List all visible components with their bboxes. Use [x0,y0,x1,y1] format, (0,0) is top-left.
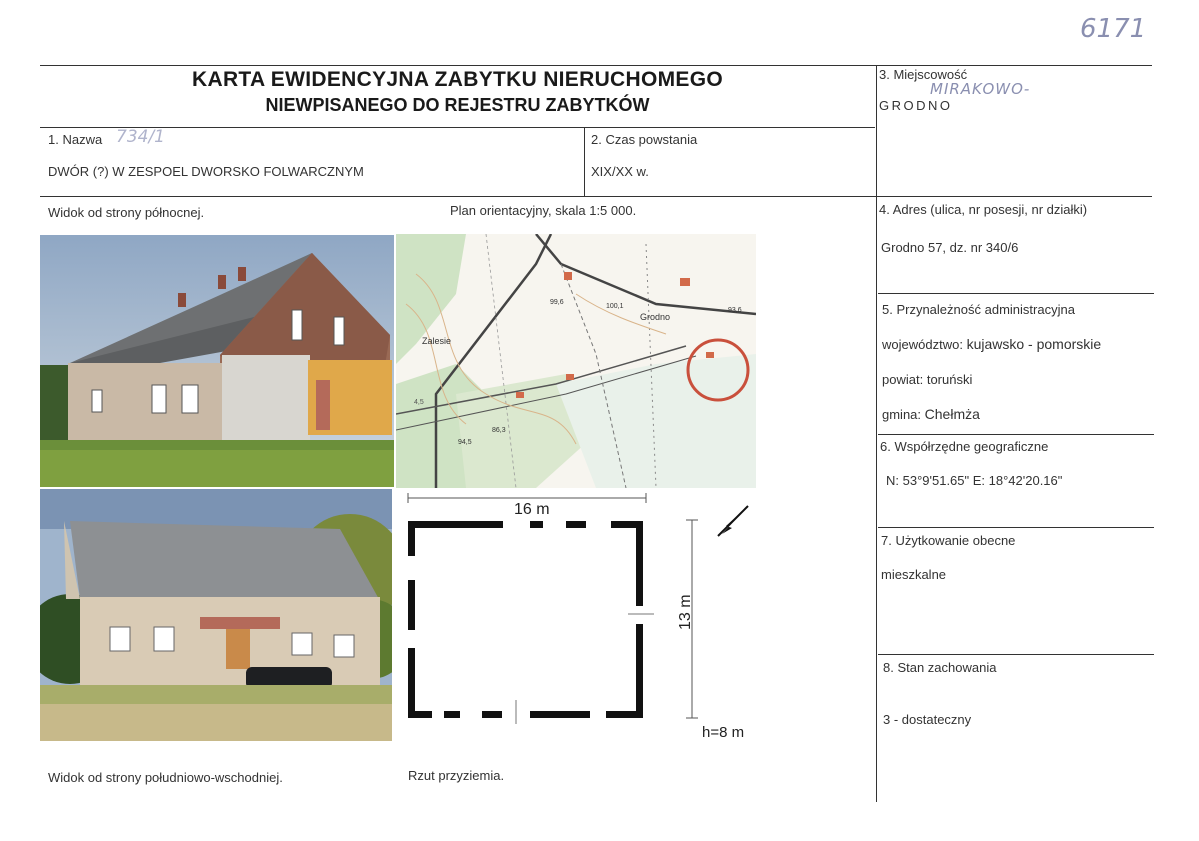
nazwa-annotation: 734/1 [116,127,165,147]
uzytkowanie-bottom-border [878,654,1154,655]
miejscowosc-label: 3. Miejscowość [879,67,968,82]
map-label-h1: 99,6 [550,299,564,306]
north-view-photo-image [40,235,394,487]
nazwa-value: DWÓR (?) W ZESPOEL DWORSKO FOLWARCZNYM [48,164,364,179]
przynaleznosc-label: 5. Przynależność administracyjna [882,302,1075,317]
adres-value: Grodno 57, dz. nr 340/6 [881,240,1019,255]
powiat-row [882,372,972,387]
card-title: KARTA EWIDENCYJNA ZABYTKU NIERUCHOMEGO [192,68,723,91]
gmina-row [882,406,980,422]
floor-plan-walls [408,521,643,718]
stan-label: 8. Stan zachowania [883,660,997,675]
adres-bottom-border [878,293,1154,294]
right-column-divider [876,65,877,802]
height-label: h=8 m [702,724,745,741]
czas-label: 2. Czas powstania [591,132,698,147]
floor-plan-caption: Rzut przyziemia. [408,768,505,783]
wojewodztwo-label: województwo: [882,337,963,352]
wojewodztwo-value: kujawsko - pomorskie [966,336,1102,352]
wojewodztwo-row [882,336,1101,352]
north-view-photo [40,235,394,487]
powiat-label: powiat: [882,372,924,387]
archive-number: 6171 [1080,14,1147,44]
southeast-view-photo [40,489,392,741]
map-label-h4: 86,3 [492,427,506,434]
map-label-h3: 93,6 [728,307,742,314]
uzytkowanie-value: mieszkalne [881,567,947,582]
miejscowosc-value: GRODNO [879,98,953,113]
gmina-value: Chełmża [924,406,980,422]
southeast-view-caption: Widok od strony południowo-wschodniej. [48,770,283,785]
map-label-h6: 4,5 [414,399,424,406]
map-label-h2: 100,1 [606,303,624,310]
title-bottom-border [40,127,875,128]
przynaleznosc-bottom-border [878,434,1154,435]
plan-caption: Plan orientacyjny, skala 1:5 000. [450,203,637,218]
floor-plan-image [396,490,756,744]
stan-value: 3 - dostateczny [883,712,972,727]
southeast-view-photo-image [40,489,392,741]
width-label: 16 m [514,501,550,518]
wspolrzedne-bottom-border [878,527,1154,528]
orientation-map [396,234,756,488]
map-label-h5: 94,5 [458,439,472,446]
row2-bottom-border [40,196,1152,197]
nazwa-label: 1. Nazwa [48,132,103,147]
floor-plan-drawing [396,490,756,744]
uzytkowanie-label: 7. Użytkowanie obecne [881,533,1016,548]
czas-divider [584,127,585,196]
czas-value: XIX/XX w. [591,164,649,179]
card-subtitle: NIEWPISANEGO DO REJESTRU ZABYTKÓW [265,95,650,115]
depth-label: 13 m [677,594,694,630]
map-label-zalesie: Zalesie [422,336,452,346]
orientation-map-image [396,234,756,488]
gmina-label: gmina: [882,407,922,422]
wspolrzedne-value: N: 53°9'51.65" E: 18°42'20.16" [886,473,1063,488]
miejscowosc-annotation: MIRAKOWO- [930,80,1031,98]
wspolrzedne-label: 6. Współrzędne geograficzne [880,439,1049,454]
north-view-caption: Widok od strony północnej. [48,205,205,220]
table-top-border [40,65,1152,66]
powiat-value: toruński [926,372,973,387]
adres-label: 4. Adres (ulica, nr posesji, nr działki) [879,202,1088,217]
map-label-grodno: Grodno [640,312,671,322]
